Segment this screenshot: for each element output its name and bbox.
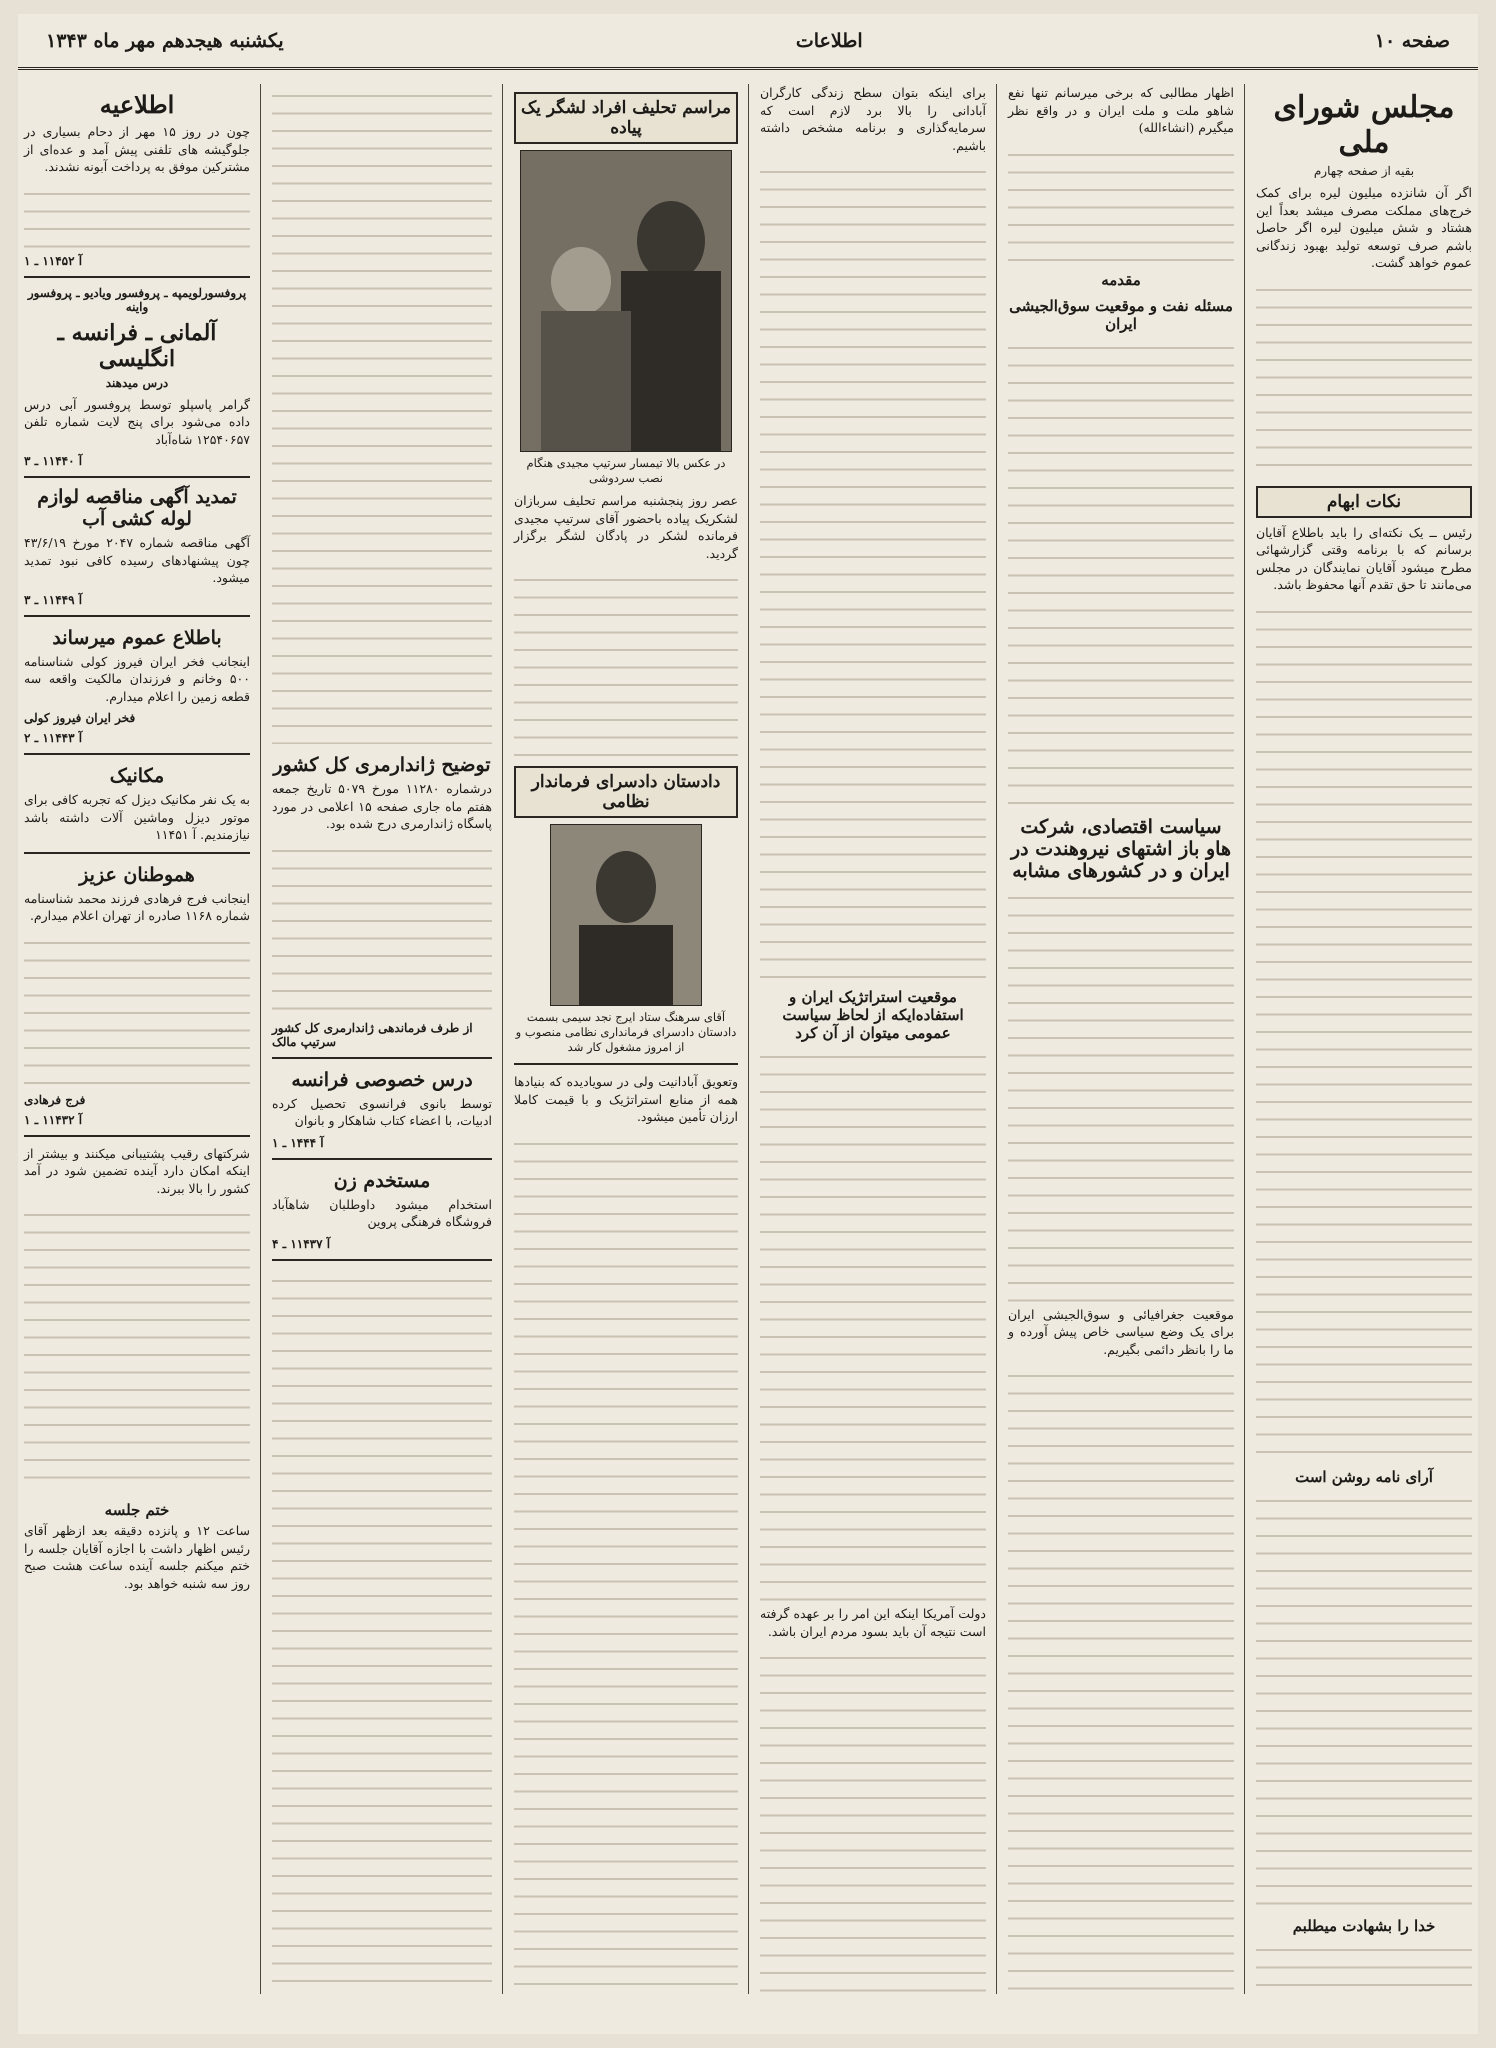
section-heading: مقدمه [1101,270,1141,289]
ad-code: آ ۱۱۴۴۰ ـ ۳ [24,454,83,468]
text-block [24,182,250,252]
section-heading: توضیح ژاندارمری کل کشور [273,754,491,776]
text-block [24,931,250,1091]
text-block [1256,600,1472,1460]
page-number: صفحه ۱۰ [1374,29,1450,52]
column-oil-policy [1002,84,1240,1994]
article-paragraph: اگر آن شانزده میلیون لیره برای کمک خرج‌های مملکت مصرف میشد بعداً این هشتاد و شش میلیون لیره اگر حاصل باشم صرف توسعه تولید بهبود زندگانی عموم خواهد گشت. [1256,185,1472,270]
column-ceremony [508,84,744,1994]
section-heading: خدا را بشهادت میطلبم [1292,1916,1436,1935]
text-block [760,160,986,980]
column-parliament [1250,84,1478,1994]
article-paragraph: وتعویق آبادانیت ولی در سویادیده که بنیادها همه از منابع استراتژیک و با قیمت کاملا ارزان تأمین میشود. [514,1074,738,1124]
section-heading: مسئله نفت و موقعیت سوق‌الجیشی ایران [1009,296,1233,333]
ad-code: آ ۱۴۴۴ ـ ۱ [272,1135,324,1150]
ceremony-photo [520,150,732,452]
divider [272,1259,492,1261]
column-rule [502,84,503,1994]
article-paragraph: رئیس ــ یک نکته‌ای را باید باطلاع آقایان برسانم که با برنامه وقتی گزارشهائی مطرح میشود آقایان نمایندگان در مجلس می‌مانند تا حق تقدم آنها محفوظ باشد. [1256,524,1472,592]
article-paragraph: دولت آمریکا اینکه این امر را بر عهده گرفته است نتیجه آن باید بسود مردم ایران باشد. [760,1606,986,1639]
ad-title: آلمانی ـ فرانسه ـ انگلیسی [57,319,217,372]
prosecutor-photo [550,824,702,1006]
signature: از طرف فرماندهی ژاندارمری کل کشور سرتیپ مالک [272,1020,473,1049]
article-paragraph: به یک نفر مکانیک دیزل که تجربه کافی برای موتور دیزل وماشین آلات داشته باشد نیازمندیم. آ ۱۱۴۵۱ [24,792,250,842]
text-block [514,568,738,758]
article-paragraph: اظهار مطالبی که برخی میرسانم تنها نفع شاهو ملت و ملت ایران و در واقع نظر میگیرم (انشاءالله) [1008,85,1234,135]
article-title: مجلس شورای ملی [1273,90,1455,160]
text-block [1008,1364,1234,1994]
text-block [1256,1938,1472,1995]
ad-title: تمدید آگهی مناقصه لوازم لوله کشی آب [37,486,237,530]
section-heading: درس خصوصی فرانسه [291,1068,473,1091]
article-paragraph: درشماره ۱۱۲۸۰ مورخ ۵۰۷۹ تاریخ جمعه هفتم ماه جاری صفحه ۱۵ اعلامی در مورد پاسگاه ژاندارمری درج شده بود. [272,781,492,831]
text-block [24,1203,250,1493]
divider [24,753,250,755]
issue-date: یکشنبه هیجدهم مهر ماه ۱۳۴۳ [46,29,284,52]
divider [514,1063,738,1065]
ad-title: مکانیک [109,765,165,787]
paper-name: اطلاعات [795,29,863,52]
text-block [272,1269,492,1995]
column-rule [260,84,261,1994]
article-paragraph: موقعیت جغرافیائی و سوق‌الجیشی ایران برای یک وضع سیاسی خاص پیش آورده و ما را بانظر دائمی بگیریم. [1008,1306,1234,1357]
ad-title: هموطنان عزیز [79,863,195,886]
divider [24,476,250,478]
section-heading: موقعیت استراتژیک ایران و استفاده‌ایکه از لحاظ سیاست عمومی میتوان از آن کرد [782,988,964,1042]
article-paragraph: برای اینکه بتوان سطح زندگی کارگران آبادانی را بالا برد لازم است که سرمایه‌گذاری و برنامه مشخص داشته باشیم. [760,85,986,153]
article-paragraph: چون در روز ۱۵ مهر از دحام بسیاری در جلوگیشه های تلفنی پیش آمد و عده‌ای از مشترکین موفق به پرداخت آبونه نشدند. [24,124,250,174]
column-rule [1244,84,1245,1994]
article-paragraph: گرامر پاسپلو توسط پروفسور آبی درس داده می‌شود برای پنج لایت شماره تلفن ۱۲۵۴۰۶۵۷ شاه‌آباد [24,396,250,447]
section-heading: مستخدم زن [333,1169,431,1192]
divider [272,1158,492,1160]
section-heading: ختم جلسه [104,1501,170,1519]
text-block [1256,1489,1472,1909]
photo-caption: در عکس بالا تیمسار سرتیپ مجیدی هنگام نصب سردوشی [526,456,726,485]
article-paragraph: ساعت ۱۲ و پانزده دقیقه بعد ازظهر آقای رئیس اظهار داشت با اجازه آقایان جلسه را ختم میکنم جلسه آینده ساعت هشت صبح روز سه شنبه خواهد بود. [24,1523,250,1591]
text-block [760,1646,986,1994]
ad-code: آ ۱۱۴۴۳ ـ ۲ [24,731,83,745]
ad-subtitle: درس میدهند [105,375,169,390]
article-paragraph: عصر روز پنجشنبه مراسم تحلیف سربازان لشکریک پیاده باحضور آقای سرتیپ مجیدی فرمانده لشکر در پادگان لشگر برگزار گردید. [514,493,738,561]
text-block [1008,886,1234,1306]
divider [24,615,250,617]
section-heading: مراسم تحلیف افراد لشگر یک پیاده [514,92,738,144]
column-ads [18,84,256,1994]
article-paragraph: استخدام میشود داوطلبان شاهآباد فروشگاه فرهنگی پروین [272,1196,492,1229]
masthead [18,14,1478,70]
article-paragraph: توسط بانوی فرانسوی تحصیل کرده ادبیات، با اعضاء کتاب شاهکار و بانوان [272,1095,492,1128]
signature: فرج فرهادی [24,1092,86,1107]
ad-code: آ ۱۱۴۴۹ ـ ۳ [24,592,83,607]
ad-title: باطلاع عموم میرساند [52,626,222,649]
column-rule [748,84,749,1994]
text-block [272,839,492,1019]
divider [24,276,250,278]
text-block [760,1045,986,1605]
column-notices [266,84,498,1994]
section-heading: دادستان دادسرای فرماندار نظامی [514,766,738,818]
newspaper-page [18,14,1478,2034]
ad-line: پروفسورلویمپه ـ پروفسور ویادیو ـ پروفسور واینه [27,285,247,314]
section-heading: سیاست اقتصادی، شرکت هاو باز اشتهای نیروهندت در ایران و در کشورهای مشابه [1011,815,1231,882]
column-rule [996,84,997,1994]
text-block [1008,143,1234,263]
photo-caption: آقای سرهنگ ستاد ایرج نجد سیمی بسمت دادستان دادسرای فرمانداری نظامی منصوب و از امروز مشغول کار شد [515,1010,737,1054]
text-block [272,84,492,744]
section-heading: اطلاعیه [99,90,175,119]
divider [24,852,250,854]
article-paragraph: آگهی مناقصه شماره ۲۰۴۷ مورخ ۴۳/۶/۱۹ چون پیشنهادهای رسیده کافی نبود تمدید میشود. [24,535,250,585]
continued-note: بقیه از صفحه چهارم [1313,164,1415,178]
section-heading: نکات ابهام [1256,486,1472,518]
ad-code: آ ۱۱۴۳۷ ـ ۴ [272,1236,331,1251]
article-paragraph: شرکتهای رقیب پشتیبانی میکنند و بیشتر از اینکه امکان دارد آینده تضمین شود در آمد کشور را بالا ببرند. [24,1145,250,1196]
text-block [1256,278,1472,478]
signature: فخر ایران فیروز کولی [24,711,136,725]
divider [24,1135,250,1137]
divider [272,1057,492,1059]
text-block [1008,336,1234,806]
ad-code: آ ۱۱۴۵۲ ـ ۱ [24,253,83,268]
text-block [514,1132,738,1995]
ad-code: آ ۱۱۴۳۲ ـ ۱ [24,1112,83,1127]
section-heading: آرای نامه روشن است [1295,1467,1433,1486]
article-paragraph: اینجانب فرج فرهادی فرزند محمد شناسنامه شماره ۱۱۶۸ صادره از تهران اعلام میدارم. [24,890,250,923]
article-paragraph: اینجانب فخر ایران فیروز کولی شناسنامه ۵۰۰ وخانم و فرزندان مالکیت واقعه سه قطعه زمین را اعلام میدارم. [24,653,250,704]
column-oil-policy-2 [754,84,992,1994]
